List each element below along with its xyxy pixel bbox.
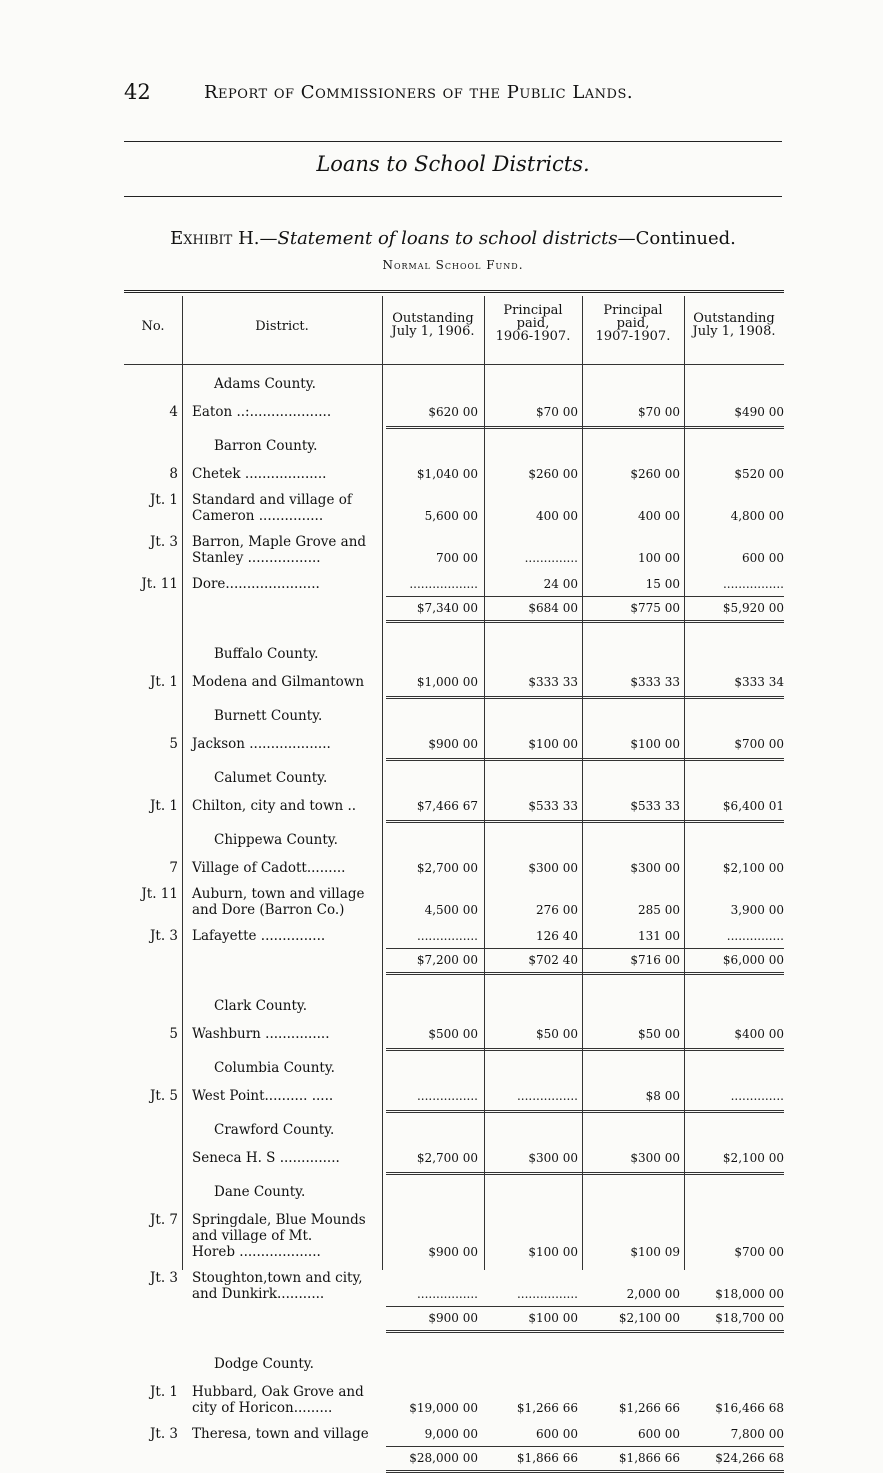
amount-v4: $5,920 00 — [722, 601, 784, 615]
district-number: Jt. 5 — [149, 1088, 178, 1104]
amount-v2: $1,866 66 — [516, 1451, 578, 1465]
county-name: Calumet County. — [214, 770, 328, 786]
district-name: Modena and Gilmantown — [192, 674, 365, 690]
county-name: Columbia County. — [214, 1060, 335, 1076]
amount-v2: 400 00 — [536, 509, 578, 523]
amount-v3: 15 00 — [645, 577, 680, 591]
amount-v4: $6,000 00 — [722, 953, 784, 967]
table-row — [124, 1212, 784, 1228]
table-row — [124, 1150, 784, 1166]
table-row — [124, 1400, 784, 1416]
column-header-outstanding-1908: Outstanding July 1, 1908. — [692, 311, 776, 339]
amount-v3: 600 00 — [638, 1427, 680, 1441]
amount-v1: $2,700 00 — [416, 861, 478, 875]
table-row — [124, 1270, 784, 1286]
district-name: Seneca H. S .............. — [192, 1150, 340, 1166]
subtotal-rule — [386, 1446, 784, 1447]
amount-v3: $775 00 — [630, 601, 680, 615]
district-name: Horeb ................... — [192, 1244, 321, 1260]
district-number: 7 — [169, 860, 178, 876]
amount-v3: $716 00 — [630, 953, 680, 967]
total-row — [124, 1450, 784, 1466]
exhibit-heading — [124, 228, 782, 249]
table-row — [124, 492, 784, 508]
district-name: and Dore (Barron Co.) — [192, 902, 345, 918]
table-row — [124, 1088, 784, 1104]
amount-v4: $2,100 00 — [722, 1151, 784, 1165]
amount-v3: $2,100 00 — [618, 1311, 680, 1325]
entry-rule — [386, 696, 784, 699]
amount-v1: 700 00 — [436, 551, 478, 565]
county-heading — [124, 770, 784, 786]
amount-v1: $28,000 00 — [409, 1451, 478, 1465]
table-row — [124, 902, 784, 918]
amount-v1: $900 00 — [428, 1245, 478, 1259]
amount-v2: $70 00 — [536, 405, 578, 419]
county-name: Dodge County. — [214, 1356, 314, 1372]
district-name: Hubbard, Oak Grove and — [192, 1384, 364, 1400]
amount-v2: ................ — [516, 1287, 578, 1301]
amount-v4: $18,700 00 — [715, 1311, 784, 1325]
amount-v3: $50 00 — [638, 1027, 680, 1041]
amount-v2: $300 00 — [528, 861, 578, 875]
running-title: Report of Commissioners of the Public Lands. — [204, 82, 634, 103]
district-name: city of Horicon......... — [192, 1400, 333, 1416]
district-name: Cameron ............... — [192, 508, 324, 524]
county-heading — [124, 1184, 784, 1200]
district-name: Chetek ................... — [192, 466, 327, 482]
amount-v4: $400 00 — [734, 1027, 784, 1041]
table-row — [124, 404, 784, 420]
district-name: Lafayette ............... — [192, 928, 326, 944]
amount-v1: $7,466 67 — [416, 799, 478, 813]
amount-v1: 4,500 00 — [424, 903, 478, 917]
table-row — [124, 1228, 784, 1244]
column-header-principal-1907-1907: Principal paid, 1907-1907. — [595, 303, 671, 344]
amount-v4: .............. — [730, 1089, 784, 1103]
subtotal-rule — [386, 948, 784, 949]
district-number: 5 — [169, 736, 178, 752]
amount-v3: $1,266 66 — [618, 1401, 680, 1415]
amount-v3: $1,866 66 — [618, 1451, 680, 1465]
exhibit-suffix: —Continued. — [617, 228, 736, 249]
amount-v3: $300 00 — [630, 1151, 680, 1165]
amount-v4: $6,400 01 — [722, 799, 784, 813]
district-name: Standard and village of — [192, 492, 352, 508]
amount-v3: 400 00 — [638, 509, 680, 523]
county-name: Crawford County. — [214, 1122, 335, 1138]
table-row — [124, 466, 784, 482]
district-name: and Dunkirk........... — [192, 1286, 325, 1302]
district-name: Chilton, city and town .. — [192, 798, 357, 814]
district-name: Stanley ................. — [192, 550, 321, 566]
amount-v2: $333 33 — [528, 675, 578, 689]
district-number: Jt. 7 — [149, 1212, 178, 1228]
district-name: Dore...................... — [192, 576, 320, 592]
total-rule — [386, 1330, 784, 1333]
amount-v1: $620 00 — [428, 405, 478, 419]
table-row — [124, 508, 784, 524]
district-name: Barron, Maple Grove and — [192, 534, 367, 550]
district-number: 8 — [169, 466, 178, 482]
county-heading — [124, 376, 784, 392]
total-rule — [386, 620, 784, 623]
district-name: Theresa, town and village — [192, 1426, 369, 1442]
fund-name: Normal School Fund. — [382, 258, 524, 272]
table-row — [124, 860, 784, 876]
total-rule — [386, 972, 784, 975]
table-row — [124, 550, 784, 566]
amount-v1: $900 00 — [428, 1311, 478, 1325]
county-heading — [124, 998, 784, 1014]
district-name: Springdale, Blue Mounds — [192, 1212, 366, 1228]
county-name: Buffalo County. — [214, 646, 319, 662]
amount-v3: $533 33 — [630, 799, 680, 813]
amount-v4: ............... — [726, 929, 784, 943]
amount-v2: 600 00 — [536, 1427, 578, 1441]
column-header-district: District. — [255, 319, 309, 334]
district-name: West Point.......... ..... — [192, 1088, 334, 1104]
amount-v3: 285 00 — [638, 903, 680, 917]
table-row — [124, 1026, 784, 1042]
county-heading — [124, 646, 784, 662]
entry-rule — [386, 820, 784, 823]
district-number: Jt. 3 — [149, 928, 178, 944]
section-title: Loans to School Districts. — [316, 152, 590, 176]
column-header-no: No. — [141, 319, 165, 334]
amount-v2: $260 00 — [528, 467, 578, 481]
amount-v2: .............. — [524, 551, 578, 565]
total-row — [124, 600, 784, 616]
column-header-outstanding-1906: Outstanding July 1, 1906. — [391, 311, 475, 339]
amount-v3: $8 00 — [645, 1089, 680, 1103]
amount-v1: ................ — [416, 1089, 478, 1103]
amount-v3: $300 00 — [630, 861, 680, 875]
county-name: Barron County. — [214, 438, 318, 454]
amount-v3: $260 00 — [630, 467, 680, 481]
table-row — [124, 1286, 784, 1302]
table-row — [124, 534, 784, 550]
table-row — [124, 1384, 784, 1400]
exhibit-dash: — — [259, 228, 278, 249]
amount-v1: 5,600 00 — [424, 509, 478, 523]
amount-v4: $2,100 00 — [722, 861, 784, 875]
amount-v4: $24,266 68 — [715, 1451, 784, 1465]
amount-v3: $70 00 — [638, 405, 680, 419]
county-heading — [124, 438, 784, 454]
table-row — [124, 798, 784, 814]
district-number: Jt. 11 — [141, 886, 178, 902]
subtotal-rule — [386, 596, 784, 597]
top-rule — [124, 141, 782, 142]
county-name: Chippewa County. — [214, 832, 338, 848]
amount-v1: $500 00 — [428, 1027, 478, 1041]
amount-v2: $100 00 — [528, 1311, 578, 1325]
county-name: Burnett County. — [214, 708, 323, 724]
amount-v4: $520 00 — [734, 467, 784, 481]
district-name: and village of Mt. — [192, 1228, 313, 1244]
section-rule — [124, 196, 782, 197]
table-row — [124, 1426, 784, 1442]
district-number: Jt. 1 — [149, 492, 178, 508]
running-header — [124, 80, 784, 110]
amount-v4: 7,800 00 — [730, 1427, 784, 1441]
amount-v1: $19,000 00 — [409, 1401, 478, 1415]
district-name: Stoughton,town and city, — [192, 1270, 363, 1286]
amount-v1: 9,000 00 — [424, 1427, 478, 1441]
entry-rule — [386, 758, 784, 761]
entry-rule — [386, 1110, 784, 1113]
table-row — [124, 674, 784, 690]
exhibit-label: Exhibit H. — [170, 228, 260, 249]
amount-v4: $18,000 00 — [715, 1287, 784, 1301]
amount-v2: $1,266 66 — [516, 1401, 578, 1415]
entry-rule — [386, 1048, 784, 1051]
amount-v1: $1,040 00 — [416, 467, 478, 481]
total-row — [124, 1310, 784, 1326]
subtotal-rule — [386, 1306, 784, 1307]
district-name: Eaton ..:................... — [192, 404, 332, 420]
county-name: Dane County. — [214, 1184, 306, 1200]
amount-v3: $100 09 — [630, 1245, 680, 1259]
district-number: Jt. 3 — [149, 1270, 178, 1286]
district-number: Jt. 1 — [149, 1384, 178, 1400]
county-heading — [124, 832, 784, 848]
amount-v2: ................ — [516, 1089, 578, 1103]
entry-rule — [386, 1172, 784, 1175]
amount-v1: $7,200 00 — [416, 953, 478, 967]
table-row — [124, 576, 784, 592]
amount-v2: 126 40 — [536, 929, 578, 943]
county-heading — [124, 1356, 784, 1372]
district-number: Jt. 1 — [149, 798, 178, 814]
district-number: Jt. 11 — [141, 576, 178, 592]
amount-v1: $7,340 00 — [416, 601, 478, 615]
county-heading — [124, 1060, 784, 1076]
amount-v2: $533 33 — [528, 799, 578, 813]
amount-v3: $333 33 — [630, 675, 680, 689]
table-top-rule — [124, 290, 784, 293]
column-header-principal-1906-1907: Principal paid, 1906-1907. — [495, 303, 571, 344]
amount-v4: ................ — [722, 577, 784, 591]
amount-v4: $490 00 — [734, 405, 784, 419]
district-number: 5 — [169, 1026, 178, 1042]
table-row — [124, 886, 784, 902]
amount-v3: $100 00 — [630, 737, 680, 751]
table-header-rule — [124, 364, 784, 365]
district-name: Village of Cadott......... — [192, 860, 346, 876]
amount-v1: $900 00 — [428, 737, 478, 751]
amount-v1: $1,000 00 — [416, 675, 478, 689]
exhibit-title: Statement of loans to school districts — [277, 228, 618, 249]
amount-v1: ................ — [416, 929, 478, 943]
district-number: Jt. 1 — [149, 674, 178, 690]
district-name: Auburn, town and village — [192, 886, 365, 902]
amount-v4: $700 00 — [734, 737, 784, 751]
amount-v2: 24 00 — [543, 577, 578, 591]
county-name: Adams County. — [214, 376, 316, 392]
total-row — [124, 952, 784, 968]
loan-table — [124, 290, 784, 1465]
district-name: Jackson ................... — [192, 736, 331, 752]
amount-v2: 276 00 — [536, 903, 578, 917]
amount-v2: $100 00 — [528, 1245, 578, 1259]
amount-v4: $333 34 — [734, 675, 784, 689]
table-row — [124, 1244, 784, 1260]
district-number: 4 — [169, 404, 178, 420]
amount-v2: $50 00 — [536, 1027, 578, 1041]
county-heading — [124, 1122, 784, 1138]
amount-v4: 600 00 — [742, 551, 784, 565]
amount-v2: $684 00 — [528, 601, 578, 615]
table-row — [124, 736, 784, 752]
amount-v2: $702 40 — [528, 953, 578, 967]
district-number: Jt. 3 — [149, 1426, 178, 1442]
amount-v3: 2,000 00 — [626, 1287, 680, 1301]
amount-v4: 3,900 00 — [730, 903, 784, 917]
table-row — [124, 928, 784, 944]
district-name: Washburn ............... — [192, 1026, 330, 1042]
amount-v4: $16,466 68 — [715, 1401, 784, 1415]
amount-v4: $700 00 — [734, 1245, 784, 1259]
amount-v1: ................ — [416, 1287, 478, 1301]
county-name: Clark County. — [214, 998, 308, 1014]
amount-v2: $300 00 — [528, 1151, 578, 1165]
district-number: Jt. 3 — [149, 534, 178, 550]
amount-v2: $100 00 — [528, 737, 578, 751]
amount-v1: $2,700 00 — [416, 1151, 478, 1165]
entry-rule — [386, 426, 784, 429]
amount-v4: 4,800 00 — [730, 509, 784, 523]
amount-v1: .................. — [409, 577, 478, 591]
amount-v3: 100 00 — [638, 551, 680, 565]
amount-v3: 131 00 — [638, 929, 680, 943]
county-heading — [124, 708, 784, 724]
page-number: 42 — [124, 80, 151, 104]
